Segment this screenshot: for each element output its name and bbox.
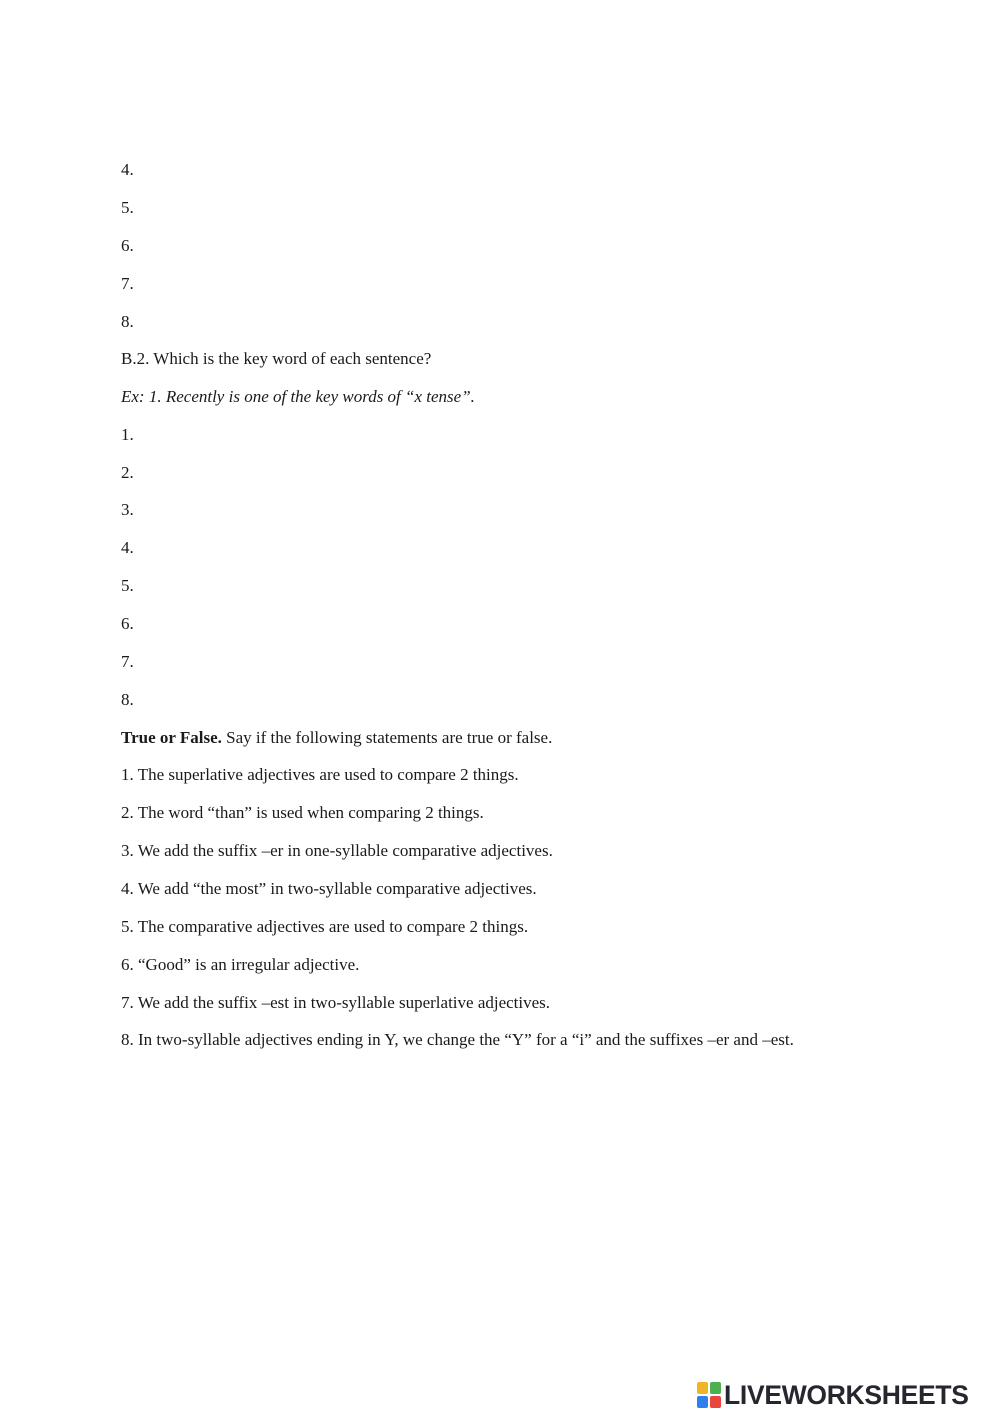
logo-wordmark: LIVEWORKSHEETS — [724, 1379, 969, 1410]
list-number: 8. — [121, 312, 134, 331]
section-title: True or False. — [121, 728, 222, 747]
section-heading: B.2. Which is the key word of each sentence? — [121, 349, 432, 368]
list-number: 5. — [121, 576, 134, 595]
list-number: 6. — [121, 614, 134, 633]
list-number: 4. — [121, 160, 134, 179]
list-number: 4. — [121, 538, 134, 557]
list-number: 2. — [121, 463, 134, 482]
statement: 8. In two-syllable adjectives ending in Y, we change the “Y” for a “i” and the suffixes –er and –est. — [121, 1030, 794, 1049]
statement: 7. We add the suffix –est in two-syllable superlative adjectives. — [121, 993, 551, 1012]
statement: 3. We add the suffix –er in one-syllable comparative adjectives. — [121, 841, 553, 860]
section-heading — [121, 727, 552, 749]
list-number: 6. — [121, 236, 134, 255]
list-number: 3. — [121, 500, 134, 519]
list-number: 7. — [121, 274, 134, 293]
statement: 5. The comparative adjectives are used to compare 2 things. — [121, 917, 529, 936]
statement: 1. The superlative adjectives are used to compare 2 things. — [121, 765, 519, 784]
liveworksheets-logo-icon — [697, 1382, 721, 1408]
instruction-text: Say if the following statements are true or false. — [221, 728, 553, 747]
list-number: 1. — [121, 425, 134, 444]
statement: 6. “Good” is an irregular adjective. — [121, 955, 360, 974]
statement: 4. We add “the most” in two-syllable comparative adjectives. — [121, 879, 537, 898]
example-sentence: Ex: 1. Recently is one of the key words of “x tense”. — [121, 387, 475, 406]
liveworksheets-logo[interactable] — [697, 1378, 969, 1412]
list-number: 7. — [121, 652, 134, 671]
list-number: 8. — [121, 690, 134, 709]
statement: 2. The word “than” is used when comparing 2 things. — [121, 803, 484, 822]
list-number: 5. — [121, 198, 134, 217]
